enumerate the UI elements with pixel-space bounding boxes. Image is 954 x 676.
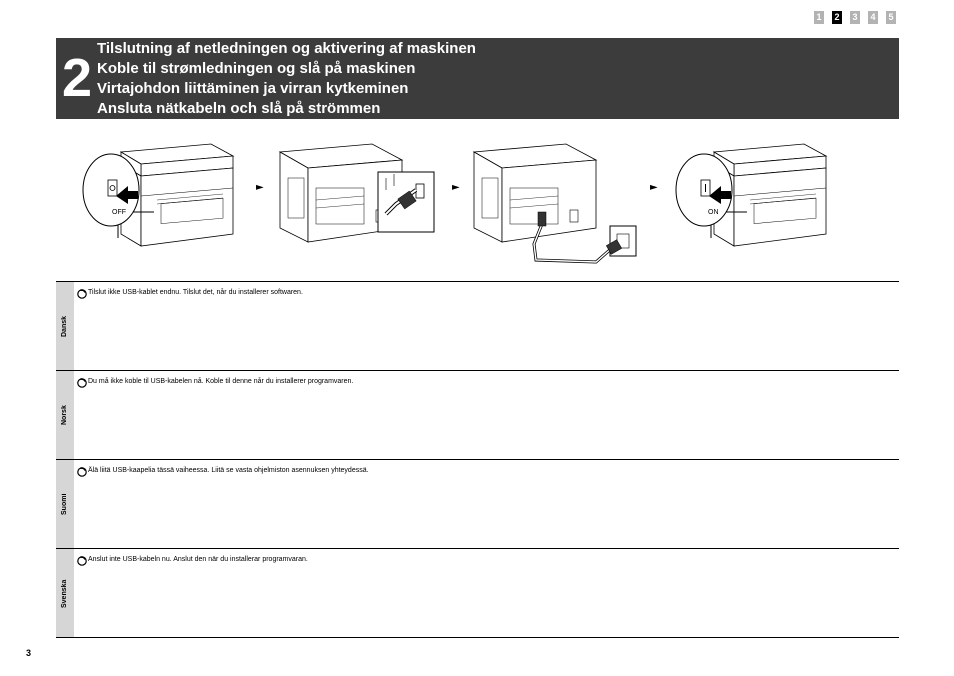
arrow-1: ► [256,182,264,193]
note [77,555,308,566]
setup-illustrations [56,128,899,276]
note [77,466,369,477]
illustration-outlet-connection [474,144,636,262]
language-label: Norsk [61,405,68,426]
title-danish: Tilslutning af netledningen og aktivering af maskinen [97,40,476,57]
bottom-divider [56,637,899,638]
note-text: Älä liitä USB-kaapelia tässä vaiheessa. Liitä se vasta ohjelmiston asennuksen yhteydessä. [88,467,369,474]
illustration-rear-connection [280,144,434,242]
note [77,288,303,299]
caution-icon [77,556,87,566]
arrow-2: ► [452,182,460,193]
section-suomi [56,459,899,548]
step-1-indicator[interactable]: 1 [814,11,824,24]
off-label: OFF [112,209,126,216]
language-label: Suomi [61,493,68,516]
language-label: Dansk [61,316,68,338]
step-2-indicator[interactable]: 2 [832,11,842,24]
note-text: Anslut inte USB-kabeln nu. Anslut den när du installerar programvaran. [88,556,308,563]
language-tab [56,371,74,460]
section-svenska [56,548,899,637]
step-header [56,38,899,119]
caution-icon [77,289,87,299]
language-tab [56,460,74,549]
step-3-indicator[interactable]: 3 [850,11,860,24]
section-norsk [56,370,899,459]
illustration-power-off [83,144,233,246]
step-5-indicator[interactable]: 5 [886,11,896,24]
illustration-power-on [676,144,826,246]
language-label: Svenska [61,579,68,608]
step-4-indicator[interactable]: 4 [868,11,878,24]
section-dansk [56,281,899,370]
step-number: 2 [62,48,93,108]
language-tab [56,282,74,371]
step-titles [97,39,476,119]
caution-icon [77,378,87,388]
caution-icon [77,467,87,477]
on-label: ON [708,209,719,216]
note [77,377,353,388]
note-text: Du må ikke koble til USB-kabelen nå. Koble til denne når du installerer programvaren. [88,378,354,385]
step-navigation [814,11,904,24]
note-text: Tilslut ikke USB-kablet endnu. Tilslut det, når du installerer softwaren. [88,289,303,296]
language-tab [56,549,74,638]
page-number: 3 [26,648,32,658]
title-norwegian: Koble til strømledningen og slå på maskinen [97,60,416,77]
title-finnish: Virtajohdon liittäminen ja virran kytkeminen [97,80,409,97]
title-swedish: Ansluta nätkabeln och slå på strömmen [97,100,381,117]
illustration-strip [56,128,899,276]
arrow-3: ► [650,182,658,193]
